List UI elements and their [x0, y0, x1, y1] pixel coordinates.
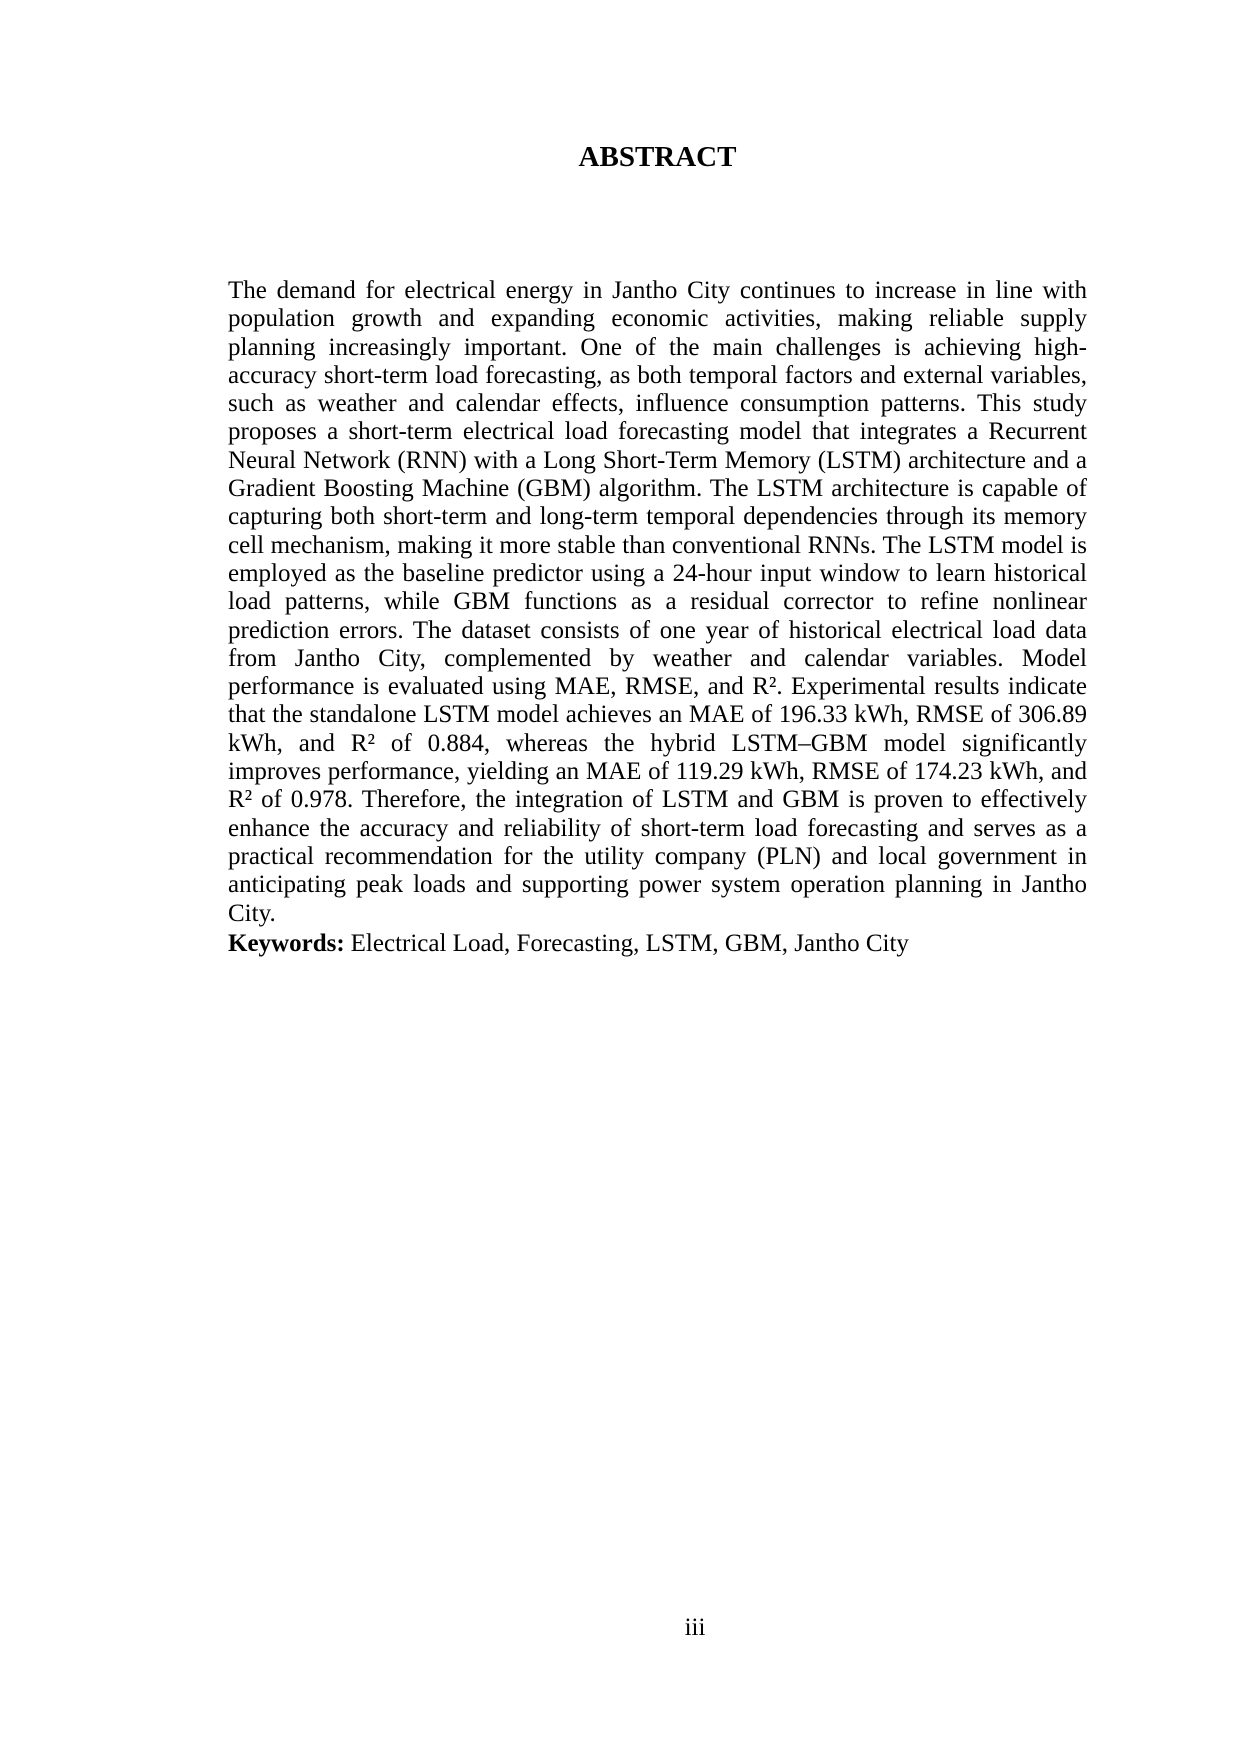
page-title: ABSTRACT — [578, 141, 737, 173]
keywords-value: Electrical Load, Forecasting, LSTM, GBM, Jantho City — [350, 930, 909, 957]
keywords-label: Keywords: — [228, 930, 345, 957]
keywords-line — [228, 930, 1087, 958]
page-number: iii — [684, 1614, 706, 1641]
abstract-paragraph: The demand for electrical energy in Jantho City continues to increase in line with population growth and expanding economic activities, making reliable supply planning increasingly important. One of the main challenges is achieving high-accuracy short-term load forecasting, as both temporal factors and external variables, such as weather and calendar effects, influence consumption patterns. This study proposes a short-term electrical load forecasting model that integrates a Recurrent Neural Network (RNN) with a Long Short-Term Memory (LSTM) architecture and a Gradient Boosting Machine (GBM) algorithm. The LSTM architecture is capable of capturing both short-term and long-term temporal dependencies through its memory cell mechanism, making it more stable than conventional RNNs. The LSTM model is employed as the baseline predictor using a 24-hour input window to learn historical load patterns, while GBM functions as a residual corrector to refine nonlinear prediction errors. The dataset consists of one year of historical electrical load data from Jantho City, complemented by weather and calendar variables. Model performance is evaluated using MAE, RMSE, and R². Experimental results indicate that the standalone LSTM model achieves an MAE of 196.33 kWh, RMSE of 306.89 kWh, and R² of 0.884, whereas the hybrid LSTM–GBM model significantly improves performance, yielding an MAE of 119.29 kWh, RMSE of 174.23 kWh, and R² of 0.978. Therefore, the integration of LSTM and GBM is proven to effectively enhance the accuracy and reliability of short-term load forecasting and serves as a practical recommendation for the utility company (PLN) and local government in anticipating peak loads and supporting power system operation planning in Jantho City. — [228, 277, 1087, 927]
